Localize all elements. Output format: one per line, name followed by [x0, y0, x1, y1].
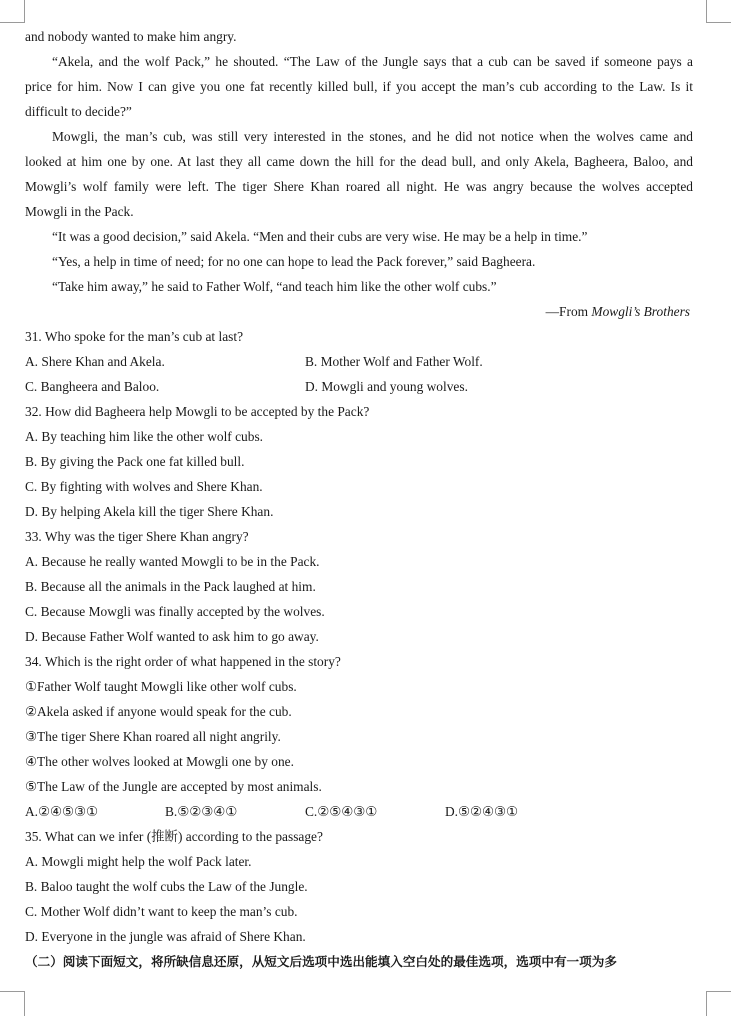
option-d: D. Everyone in the jungle was afraid of Shere Khan.: [25, 929, 306, 944]
crop-mark-top-left: [0, 0, 25, 23]
event-item: ②Akela asked if anyone would speak for the cub.: [25, 704, 292, 719]
option-c: C. Mother Wolf didn’t want to keep the man’s cub.: [25, 904, 298, 919]
option-row: [25, 374, 693, 399]
story-line: “Akela, and the wolf Pack,” he shouted. “The Law of the Jungle says that a cub can be saved if someone pays a: [52, 54, 693, 69]
event-item: ①Father Wolf taught Mowgli like other wolf cubs.: [25, 679, 297, 694]
question-stem: 34. Which is the right order of what happened in the story?: [25, 654, 341, 669]
option-a: A. By teaching him like the other wolf cubs.: [25, 429, 264, 444]
crop-mark-bottom-right: [706, 991, 731, 1016]
option-c: C.②⑤④③①: [305, 804, 378, 819]
story-line: Mowgli, the man’s cub, was still very interested in the stones, and he did not notice when the wolves came and: [52, 129, 693, 144]
option-a: A.②④⑤③①: [25, 804, 99, 819]
option-row: [25, 799, 693, 824]
source-title: Mowgli’s Brothers: [591, 304, 690, 319]
question-stem: 35. What can we infer (推断) according to the passage?: [25, 829, 323, 844]
story-line: Mowgli’s wolf family were left. The tiger Shere Khan roared all night. He was angry because the wolves accepted: [25, 179, 693, 194]
question-stem: 31. Who spoke for the man’s cub at last?: [25, 329, 244, 344]
event-item: ⑤The Law of the Jungle are accepted by most animals.: [25, 779, 322, 794]
option-b: B. Mother Wolf and Father Wolf.: [305, 354, 483, 369]
event-item: ④The other wolves looked at Mowgli one by one.: [25, 754, 294, 769]
option-b: B.⑤②③④①: [165, 804, 238, 819]
option-c: C. Because Mowgli was finally accepted by the wolves.: [25, 604, 325, 619]
option-a: A. Mowgli might help the wolf Pack later.: [25, 854, 252, 869]
crop-mark-bottom-left: [0, 991, 25, 1016]
story-line: “Take him away,” he said to Father Wolf, “and teach him like the other wolf cubs.”: [52, 279, 497, 294]
option-b: B. By giving the Pack one fat killed bull.: [25, 454, 245, 469]
crop-mark-top-right: [706, 0, 731, 23]
option-c: C. By fighting with wolves and Shere Khan.: [25, 479, 263, 494]
option-a: A. Shere Khan and Akela.: [25, 354, 165, 369]
question-stem: 33. Why was the tiger Shere Khan angry?: [25, 529, 249, 544]
question-stem: 32. How did Bagheera help Mowgli to be accepted by the Pack?: [25, 404, 370, 419]
option-b: B. Baloo taught the wolf cubs the Law of the Jungle.: [25, 879, 308, 894]
section-heading: （二）阅读下面短文，将所缺信息还原，从短文后选项中选出能填入空白处的最佳选项，选项中有一项为多: [25, 954, 617, 969]
story-line: and nobody wanted to make him angry.: [25, 29, 237, 44]
option-d: D.⑤②④③①: [445, 804, 519, 819]
story-line: difficult to decide?”: [25, 104, 132, 119]
story-source: [25, 299, 693, 324]
option-d: D. Mowgli and young wolves.: [305, 379, 468, 394]
option-c: C. Bangheera and Baloo.: [25, 379, 160, 394]
option-b: B. Because all the animals in the Pack laughed at him.: [25, 579, 316, 594]
source-prefix: —From: [545, 304, 592, 319]
story-line: Mowgli in the Pack.: [25, 204, 134, 219]
document-page: [25, 24, 693, 974]
option-row: [25, 349, 693, 374]
option-d: D. By helping Akela kill the tiger Shere Khan.: [25, 504, 274, 519]
event-item: ③The tiger Shere Khan roared all night angrily.: [25, 729, 281, 744]
option-d: D. Because Father Wolf wanted to ask him to go away.: [25, 629, 319, 644]
story-line: looked at him one by one. At last they all came down the hill for the dead bull, and only Akela, Bagheera, Baloo, and: [25, 154, 693, 169]
story-line: price for him. Now I can give you one fat recently killed bull, if you accept the man’s cub according to the Law. Is it: [25, 79, 693, 94]
story-line: “It was a good decision,” said Akela. “Men and their cubs are very wise. He may be a help in time.”: [52, 229, 588, 244]
option-a: A. Because he really wanted Mowgli to be in the Pack.: [25, 554, 320, 569]
story-line: “Yes, a help in time of need; for no one can hope to lead the Pack forever,” said Bagheera.: [52, 254, 536, 269]
